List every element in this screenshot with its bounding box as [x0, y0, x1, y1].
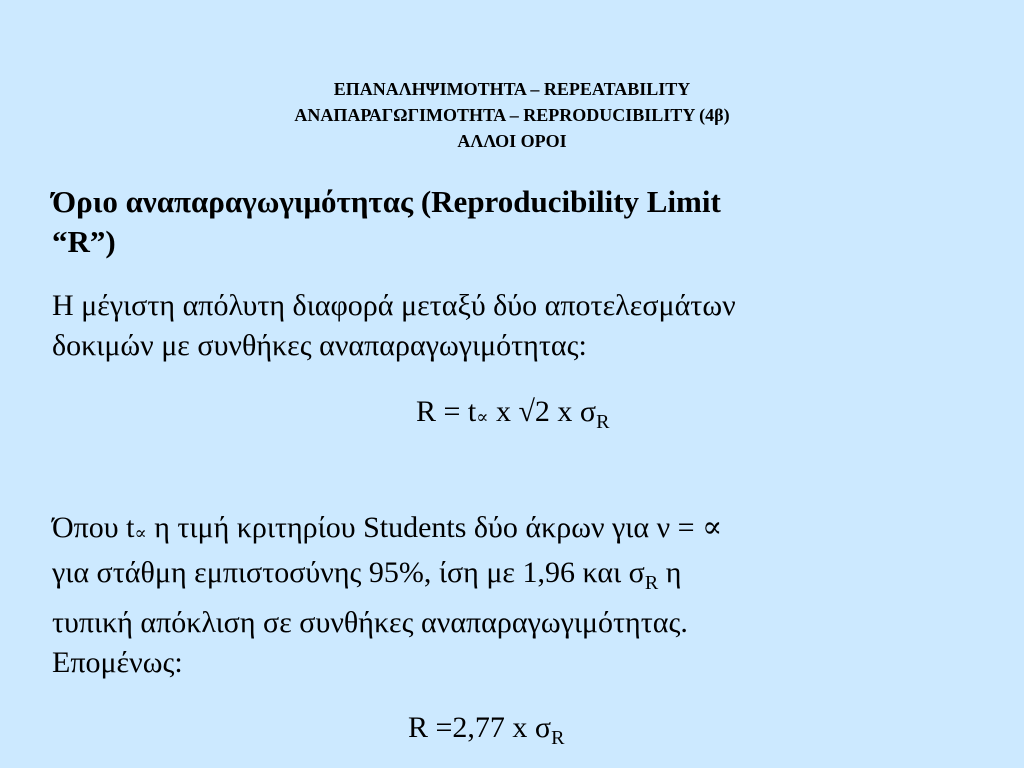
formula-reproducibility-limit: [416, 392, 609, 442]
explanation-line-2: για στάθμη εμπιστοσύνης 95%, ίση με 1,96 και $\sigma_R$ η: [52, 556, 682, 594]
heading-line-2: “R”): [52, 224, 116, 259]
formula1-middle: x √2 x σ: [488, 395, 597, 428]
title-line-1: ΕΠΑΝΑΛΗΨΙΜΟΤΗΤΑ – REPEATABILITY: [333, 79, 691, 99]
definition-line-1: Η μέγιστη απόλυτη διαφορά μεταξύ δύο αποτελεσμάτων: [52, 289, 736, 322]
slide-title: [0, 76, 1024, 154]
title-line-3: ΑΛΛΟΙ ΟΡΟΙ: [457, 131, 567, 151]
formula1-prefix: R = t: [416, 395, 477, 428]
explanation-text: [52, 508, 1024, 683]
infinity-symbol: ∝: [476, 407, 489, 427]
formula-final: [408, 708, 564, 758]
title-line-2: ΑΝΑΠΑΡΑΓΩΓΙΜΟΤΗΤΑ – REPRODUCIBILITY (4β): [294, 105, 730, 125]
formula2-subscript: R: [551, 727, 565, 749]
section-heading: [52, 182, 1024, 262]
formula1-subscript: R: [596, 411, 610, 433]
definition-line-2: δοκιμών με συνθήκες αναπαραγωγιμότητας:: [52, 329, 587, 362]
sigma-subscript: R: [644, 572, 659, 594]
explanation-line-3: τυπική απόκλιση σε συνθήκες αναπαραγωγιμότητας.: [52, 606, 688, 639]
explanation-line-4: Επομένως:: [52, 646, 183, 679]
definition-text: [52, 286, 1024, 366]
formula2-text: R =2,77 x σ: [408, 711, 552, 744]
heading-line-1: Όριο αναπαραγωγιμότητας (Reproducibility Limit: [52, 184, 721, 219]
infinity-symbol: ∝: [134, 523, 147, 543]
explanation-line-1: Όπου t∝ η τιμή κριτηρίου Students δύο άκρων για ν = ∝: [52, 511, 723, 544]
